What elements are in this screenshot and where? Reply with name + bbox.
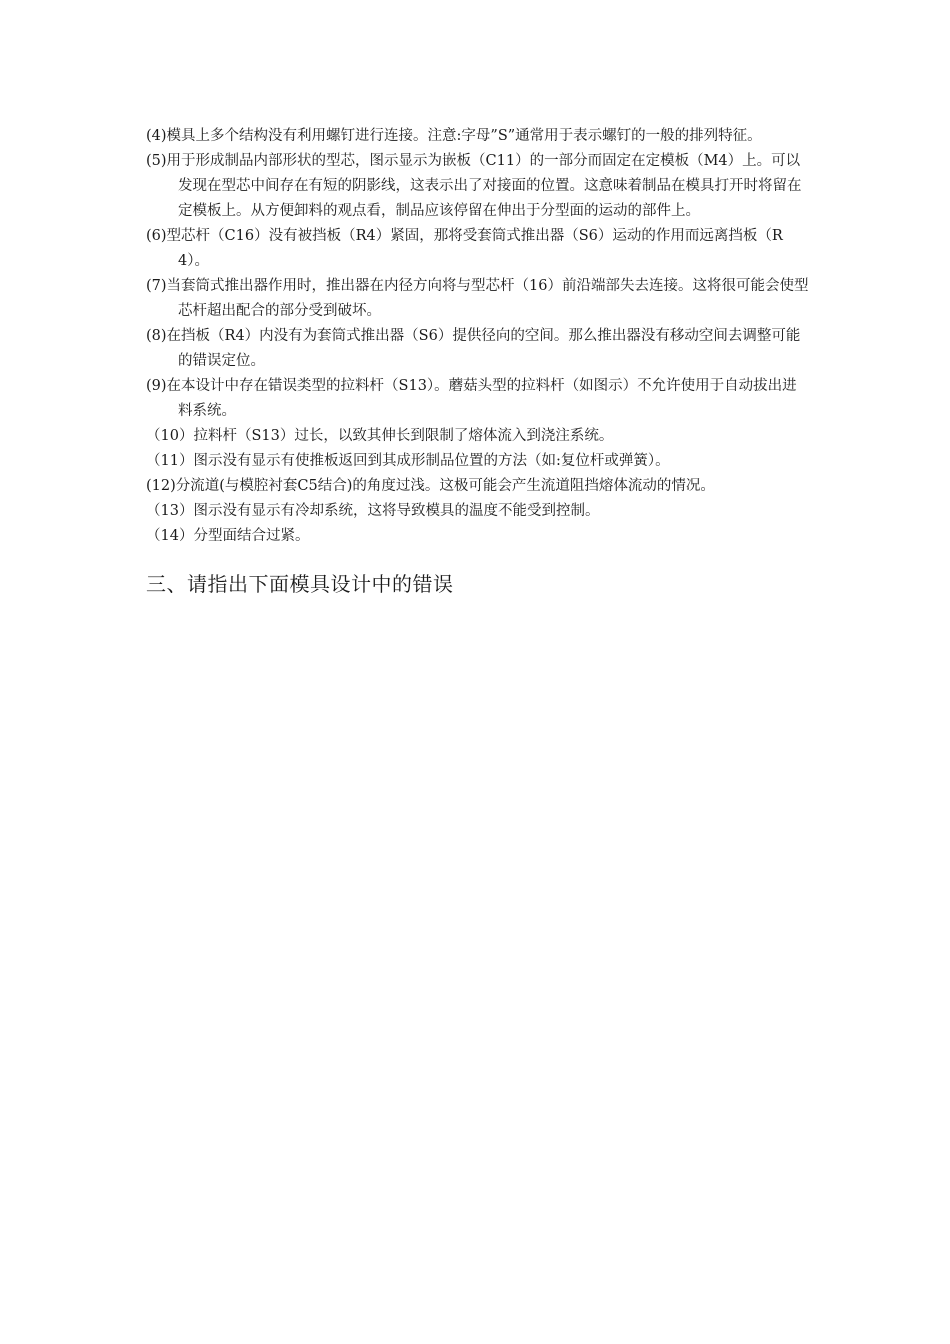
list-item-14: （14）分型面结合过紧。 [146, 528, 310, 544]
list-item-5: (5)用于形成制品内部形状的型芯，图示显示为嵌板（C11）的一部分而固定在定模板（M4）上。可以发现在型芯中间存在有短的阴影线，这表示出了对接面的位置。这意味着制品在模具打开时将留在定模板上。从方便卸料的观点看，制品应该停留在伸出于分型面的运动的部件上。 [146, 153, 802, 219]
list-item-9: (9)在本设计中存在错误类型的拉料杆（S13）。蘑菇头型的拉料杆（如图示）不允许使用于自动拔出进料系统。 [146, 378, 797, 419]
list-item-7: (7)当套筒式推出器作用时，推出器在内径方向将与型芯杆（16）前沿端部失去连接。这将很可能会使型芯杆超出配合的部分受到破坏。 [146, 278, 809, 319]
list-item-12: (12)分流道(与模腔衬套C5结合)的角度过浅。这极可能会产生流道阻挡熔体流动的情况。 [146, 478, 715, 494]
list-item-10: （10）拉料杆（S13）过长，以致其伸长到限制了熔体流入到浇注系统。 [146, 428, 614, 444]
list-item-13: （13）图示没有显示有冷却系统，这将导致模具的温度不能受到控制。 [146, 503, 600, 519]
list-item-8: (8)在挡板（R4）内没有为套筒式推出器（S6）提供径向的空间。那么推出器没有移动空间去调整可能的错误定位。 [146, 328, 801, 369]
list-item-11: （11）图示没有显示有使推板返回到其成形制品位置的方法（如:复位杆或弹簧）。 [146, 453, 670, 469]
list-item-4: (4)模具上多个结构没有利用螺钉进行连接。注意:字母”S”通常用于表示螺钉的一般的排列特征。 [146, 128, 762, 144]
section-heading: 三、请指出下面模具设计中的错误 [146, 572, 454, 596]
list-item-6: (6)型芯杆（C16）没有被挡板（R4）紧固，那将受套筒式推出器（S6）运动的作用而远离挡板（R4）。 [146, 228, 783, 269]
document-body [146, 124, 810, 599]
